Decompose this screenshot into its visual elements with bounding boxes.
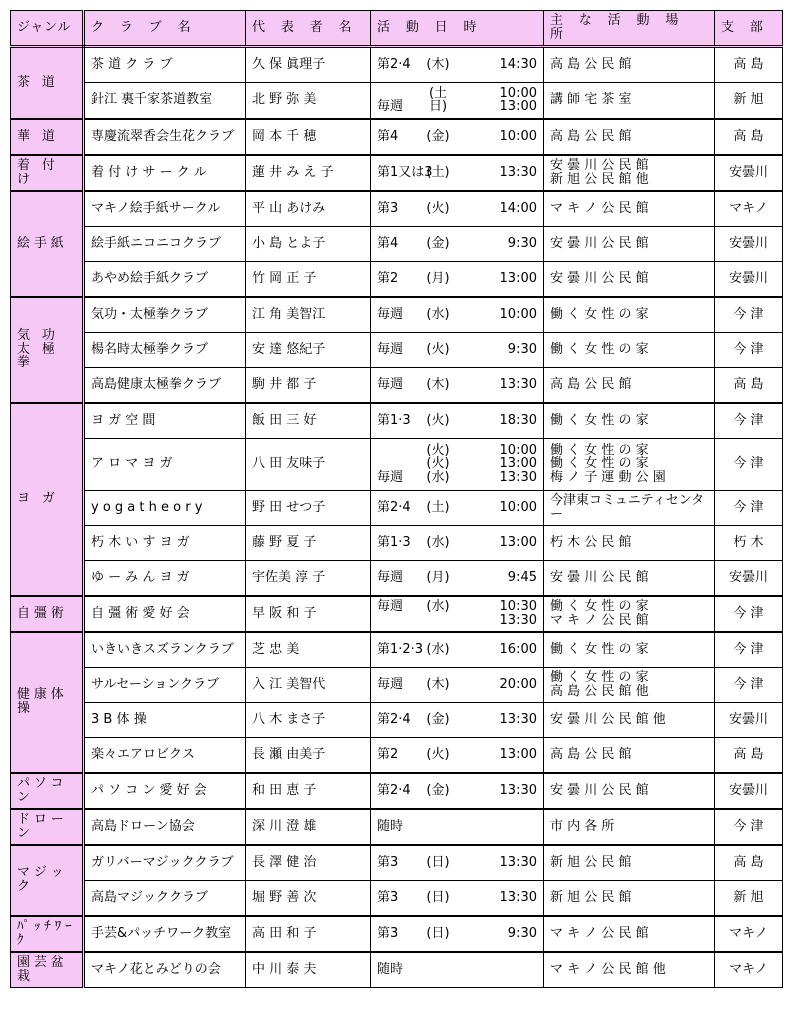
- schedule-cell: [371, 560, 544, 596]
- schedule-time: 18:30: [499, 412, 537, 428]
- representative-cell: 飯 田 三 好: [246, 403, 371, 439]
- representative-cell: 高 田 和 子: [246, 916, 371, 952]
- branch-cell: 安曇川: [715, 155, 783, 191]
- schedule-day: (月): [426, 569, 450, 585]
- club-name-cell: マキノ花とみどりの会: [84, 952, 246, 988]
- club-name-cell: 絵手紙ニコニコクラブ: [84, 226, 246, 261]
- schedule-time: 16:00: [499, 641, 537, 657]
- schedule-day: (火): [426, 341, 450, 357]
- genre-cell: 健康体操: [11, 632, 84, 773]
- schedule-time: 10:00: [499, 499, 537, 515]
- branch-cell: 安曇川: [715, 261, 783, 297]
- branch-cell: 今 津: [715, 490, 783, 525]
- schedule-week: 第3: [377, 200, 399, 216]
- place-cell: 安 曇 川 公 民 館 他: [544, 702, 715, 737]
- club-name-cell: 針江 裏千家茶道教室: [84, 83, 246, 119]
- representative-cell: 蓮 井 み え 子: [246, 155, 371, 191]
- schedule-week: 第1·2·3: [377, 641, 424, 657]
- branch-cell: 今 津: [715, 809, 783, 845]
- club-name-cell: 高島マジッククラブ: [84, 880, 246, 916]
- branch-cell: 今 津: [715, 632, 783, 668]
- branch-cell: 高 島: [715, 845, 783, 881]
- branch-cell: 今 津: [715, 438, 783, 490]
- schedule-cell: [371, 83, 544, 119]
- place-cell: 朽 木 公 民 館: [544, 525, 715, 560]
- schedule-time: 9:30: [507, 235, 537, 251]
- table-row: [11, 880, 783, 916]
- representative-cell: 江 角 美智江: [246, 297, 371, 333]
- branch-cell: 今 津: [715, 596, 783, 632]
- table-row: [11, 632, 783, 668]
- schedule-cell: [371, 809, 544, 845]
- genre-cell: 着 付 け: [11, 155, 84, 191]
- club-name-cell: ア ロ マ ヨ ガ: [84, 438, 246, 490]
- table-row: [11, 490, 783, 525]
- schedule-day: (水): [426, 641, 450, 657]
- club-name-cell: ゆ ー み ん ヨ ガ: [84, 560, 246, 596]
- table-row: [11, 560, 783, 596]
- table-row: [11, 119, 783, 155]
- schedule-day: (火): [426, 746, 450, 762]
- place-cell: 講 師 宅 茶 室: [544, 83, 715, 119]
- schedule-cell: [371, 596, 544, 632]
- schedule-cell: [371, 226, 544, 261]
- schedule-week: 第3: [377, 854, 399, 870]
- schedule-week: 毎週: [377, 469, 404, 485]
- table-row: [11, 737, 783, 773]
- schedule-day: (金): [426, 711, 450, 727]
- schedule-week: 第3: [377, 925, 399, 941]
- representative-cell: 北 野 弥 美: [246, 83, 371, 119]
- genre-cell: ドローン: [11, 809, 84, 845]
- schedule-day: (土): [426, 499, 450, 515]
- club-name-cell: パ ソ コ ン 愛 好 会: [84, 773, 246, 809]
- place-cell: マ キ ノ 公 民 館 他: [544, 952, 715, 988]
- branch-cell: 新 旭: [715, 880, 783, 916]
- table-row: [11, 702, 783, 737]
- schedule-day: (水): [426, 598, 450, 614]
- schedule-cell: [371, 952, 544, 988]
- schedule-time: 9:30: [507, 341, 537, 357]
- representative-cell: 長 瀬 由美子: [246, 737, 371, 773]
- schedule-day: (日): [426, 889, 450, 905]
- schedule-time: 13:30: [499, 376, 537, 392]
- place-cell: 安 曇 川 公 民 館: [544, 226, 715, 261]
- place-cell: 安 曇 川 公 民 館 新 旭 公 民 館 他: [544, 155, 715, 191]
- schedule-week: 随時: [377, 961, 404, 977]
- schedule-time: 9:45: [507, 569, 537, 585]
- representative-cell: 早 阪 和 子: [246, 596, 371, 632]
- representative-cell: 小 島 とよ子: [246, 226, 371, 261]
- schedule-week: 第3: [377, 889, 399, 905]
- branch-cell: 安曇川: [715, 773, 783, 809]
- representative-cell: 安 達 悠紀子: [246, 332, 371, 367]
- schedule-week: 毎週: [377, 569, 404, 585]
- branch-cell: 今 津: [715, 297, 783, 333]
- schedule-week: 第2·4: [377, 711, 411, 727]
- representative-cell: 八 木 まさ子: [246, 702, 371, 737]
- branch-cell: マキノ: [715, 916, 783, 952]
- branch-cell: 安曇川: [715, 560, 783, 596]
- schedule-week: 毎週: [377, 676, 404, 692]
- schedule-cell: [371, 261, 544, 297]
- club-name-cell: ガリバーマジッククラブ: [84, 845, 246, 881]
- table-row: [11, 773, 783, 809]
- schedule-time: 9:30: [507, 925, 537, 941]
- schedule-week: 第2·4: [377, 782, 411, 798]
- club-name-cell: 専慶流翠香会生花クラブ: [84, 119, 246, 155]
- representative-cell: 芝 忠 美: [246, 632, 371, 668]
- branch-cell: 高 島: [715, 119, 783, 155]
- place-cell: 安 曇 川 公 民 館: [544, 560, 715, 596]
- branch-cell: 高 島: [715, 737, 783, 773]
- representative-cell: 中 川 泰 夫: [246, 952, 371, 988]
- schedule-week: 随時: [377, 818, 404, 834]
- representative-cell: 深 川 澄 雄: [246, 809, 371, 845]
- club-name-cell: 茶 道 ク ラ ブ: [84, 47, 246, 83]
- club-name-cell: 着 付 け サ ー ク ル: [84, 155, 246, 191]
- branch-cell: 安曇川: [715, 702, 783, 737]
- genre-cell: 園芸盆栽: [11, 952, 84, 988]
- schedule-week: 第2·4: [377, 57, 411, 73]
- genre-cell: 茶 道: [11, 47, 84, 119]
- schedule-time: 13:30: [499, 854, 537, 870]
- schedule-cell: [371, 403, 544, 439]
- table-row: [11, 916, 783, 952]
- branch-cell: 高 島: [715, 47, 783, 83]
- schedule-time: 13:00: [499, 270, 537, 286]
- club-name-cell: マキノ絵手紙サークル: [84, 191, 246, 227]
- header-branch: 支 部: [715, 11, 783, 47]
- schedule-time: 10:00 13:00 13:30: [499, 442, 537, 485]
- place-cell: 今津東コミュニティセンター: [544, 490, 715, 525]
- place-cell: 働 く 女 性 の 家 高 島 公 民 館 他: [544, 667, 715, 702]
- representative-cell: 野 田 せつ子: [246, 490, 371, 525]
- header-club-name: ク ラ ブ 名: [84, 11, 246, 47]
- schedule-week: 第2·4: [377, 499, 411, 515]
- schedule-week: 第1又は3: [377, 164, 433, 180]
- schedule-week: 毎週: [377, 376, 404, 392]
- schedule-time: 14:00: [499, 200, 537, 216]
- table-row: [11, 155, 783, 191]
- table-row: [11, 525, 783, 560]
- branch-cell: 安曇川: [715, 226, 783, 261]
- representative-cell: 久 保 眞理子: [246, 47, 371, 83]
- genre-cell: ヨ ガ: [11, 403, 84, 596]
- schedule-week: 第4: [377, 235, 399, 251]
- branch-cell: 今 津: [715, 667, 783, 702]
- table-row: [11, 403, 783, 439]
- schedule-week: 毎週: [377, 306, 404, 322]
- schedule-week: 第2: [377, 746, 399, 762]
- schedule-time: 10:00: [499, 128, 537, 144]
- representative-cell: 平 山 あけみ: [246, 191, 371, 227]
- club-table: [10, 10, 783, 988]
- schedule-day: (金): [426, 782, 450, 798]
- branch-cell: 高 島: [715, 367, 783, 403]
- schedule-day: (木): [426, 376, 450, 392]
- representative-cell: 藤 野 夏 子: [246, 525, 371, 560]
- genre-cell: 絵手紙: [11, 191, 84, 297]
- schedule-week: 第4: [377, 128, 399, 144]
- table-row: [11, 952, 783, 988]
- place-cell: 働 く 女 性 の 家: [544, 297, 715, 333]
- branch-cell: 朽 木: [715, 525, 783, 560]
- table-row: [11, 261, 783, 297]
- table-row: [11, 226, 783, 261]
- representative-cell: 入 江 美智代: [246, 667, 371, 702]
- schedule-day: (木): [426, 57, 450, 73]
- club-name-cell: いきいきスズランクラブ: [84, 632, 246, 668]
- representative-cell: 堀 野 善 次: [246, 880, 371, 916]
- schedule-cell: [371, 119, 544, 155]
- place-cell: 働 く 女 性 の 家: [544, 403, 715, 439]
- schedule-cell: [371, 490, 544, 525]
- place-cell: 高 島 公 民 館: [544, 737, 715, 773]
- place-cell: 働 く 女 性 の 家 働 く 女 性 の 家 梅 ノ 子 運 動 公 園: [544, 438, 715, 490]
- header-representative: 代 表 者 名: [246, 11, 371, 47]
- table-row: [11, 332, 783, 367]
- schedule-week: 第1·3: [377, 534, 411, 550]
- schedule-cell: [371, 845, 544, 881]
- schedule-cell: [371, 737, 544, 773]
- place-cell: 高 島 公 民 館: [544, 367, 715, 403]
- representative-cell: 駒 井 都 子: [246, 367, 371, 403]
- schedule-time: 13:00: [499, 746, 537, 762]
- schedule-cell: [371, 525, 544, 560]
- genre-cell: 気 功 太 極 拳: [11, 297, 84, 403]
- table-row: [11, 438, 783, 490]
- club-name-cell: 楊名時太極拳クラブ: [84, 332, 246, 367]
- schedule-week: 毎週: [377, 99, 404, 115]
- place-cell: 安 曇 川 公 民 館: [544, 261, 715, 297]
- table-row: [11, 191, 783, 227]
- schedule-cell: [371, 667, 544, 702]
- header-row: [11, 11, 783, 47]
- header-genre: ジャンル: [11, 11, 84, 47]
- table-row: [11, 667, 783, 702]
- table-row: [11, 297, 783, 333]
- representative-cell: 長 澤 健 治: [246, 845, 371, 881]
- table-body: [11, 47, 783, 988]
- schedule-week: 第2: [377, 270, 399, 286]
- schedule-cell: [371, 773, 544, 809]
- schedule-week: 第1·3: [377, 412, 411, 428]
- table-row: [11, 596, 783, 632]
- place-cell: マ キ ノ 公 民 館: [544, 916, 715, 952]
- schedule-cell: [371, 702, 544, 737]
- club-name-cell: ヨ ガ 空 間: [84, 403, 246, 439]
- schedule-day: (木): [426, 676, 450, 692]
- schedule-time: 10:00 13:00: [499, 85, 537, 115]
- schedule-day: (火): [426, 412, 450, 428]
- place-cell: 高 島 公 民 館: [544, 47, 715, 83]
- schedule-cell: [371, 47, 544, 83]
- schedule-time: 13:30: [499, 711, 537, 727]
- schedule-time: 20:00: [499, 676, 537, 692]
- club-name-cell: y o g a t h e o r y: [84, 490, 246, 525]
- schedule-time: 13:30: [499, 889, 537, 905]
- place-cell: 安 曇 川 公 民 館: [544, 773, 715, 809]
- schedule-week: 毎週: [377, 598, 404, 614]
- schedule-day: (水): [426, 534, 450, 550]
- representative-cell: 宇佐美 淳 子: [246, 560, 371, 596]
- schedule-day: (金): [426, 128, 450, 144]
- table-row: [11, 845, 783, 881]
- club-name-cell: 手芸&パッチワーク教室: [84, 916, 246, 952]
- schedule-day: (火) (火) (水): [426, 442, 450, 485]
- genre-cell: ﾊﾟｯﾁﾜｰｸ: [11, 916, 84, 952]
- club-name-cell: 3 B 体 操: [84, 702, 246, 737]
- table-row: [11, 47, 783, 83]
- club-name-cell: 楽々エアロビクス: [84, 737, 246, 773]
- schedule-cell: [371, 632, 544, 668]
- table-row: [11, 367, 783, 403]
- branch-cell: 新 旭: [715, 83, 783, 119]
- header-schedule: 活 動 日 時: [371, 11, 544, 47]
- club-name-cell: 気功・太極拳クラブ: [84, 297, 246, 333]
- place-cell: 働 く 女 性 の 家: [544, 332, 715, 367]
- schedule-time: 10:00: [499, 306, 537, 322]
- table-row: [11, 809, 783, 845]
- place-cell: 働 く 女 性 の 家: [544, 632, 715, 668]
- representative-cell: 岡 本 千 穂: [246, 119, 371, 155]
- schedule-day: (金): [426, 235, 450, 251]
- representative-cell: 八 田 友味子: [246, 438, 371, 490]
- schedule-cell: [371, 191, 544, 227]
- schedule-time: 10:30 13:30: [499, 598, 537, 628]
- place-cell: 市 内 各 所: [544, 809, 715, 845]
- branch-cell: マキノ: [715, 952, 783, 988]
- place-cell: 働 く 女 性 の 家 マ キ ノ 公 民 館: [544, 596, 715, 632]
- branch-cell: 今 津: [715, 403, 783, 439]
- genre-cell: 自彊術: [11, 596, 84, 632]
- schedule-cell: [371, 880, 544, 916]
- schedule-cell: [371, 916, 544, 952]
- genre-cell: 華 道: [11, 119, 84, 155]
- header-place: 主 な 活 動 場 所: [544, 11, 715, 47]
- schedule-cell: [371, 297, 544, 333]
- schedule-day: (土日): [428, 85, 448, 115]
- genre-cell: マジック: [11, 845, 84, 916]
- club-name-cell: 高島ドローン協会: [84, 809, 246, 845]
- schedule-day: (火): [426, 200, 450, 216]
- schedule-week: 毎週: [377, 341, 404, 357]
- club-name-cell: 自 彊 術 愛 好 会: [84, 596, 246, 632]
- schedule-day: (日): [426, 925, 450, 941]
- place-cell: 新 旭 公 民 館: [544, 880, 715, 916]
- table-row: [11, 83, 783, 119]
- genre-cell: パソコン: [11, 773, 84, 809]
- place-cell: 新 旭 公 民 館: [544, 845, 715, 881]
- schedule-cell: [371, 155, 544, 191]
- schedule-day: (水): [426, 306, 450, 322]
- schedule-day: (土): [426, 164, 450, 180]
- club-name-cell: あやめ絵手紙クラブ: [84, 261, 246, 297]
- place-cell: 高 島 公 民 館: [544, 119, 715, 155]
- club-name-cell: 高島健康太極拳クラブ: [84, 367, 246, 403]
- representative-cell: 和 田 恵 子: [246, 773, 371, 809]
- schedule-time: 13:30: [499, 164, 537, 180]
- branch-cell: 今 津: [715, 332, 783, 367]
- schedule-time: 13:00: [499, 534, 537, 550]
- schedule-cell: [371, 367, 544, 403]
- representative-cell: 竹 岡 正 子: [246, 261, 371, 297]
- schedule-cell: [371, 438, 544, 490]
- club-name-cell: サルセーションクラブ: [84, 667, 246, 702]
- schedule-cell: [371, 332, 544, 367]
- club-name-cell: 朽 木 い す ヨ ガ: [84, 525, 246, 560]
- schedule-day: (月): [426, 270, 450, 286]
- schedule-day: (日): [426, 854, 450, 870]
- schedule-time: 13:30: [499, 782, 537, 798]
- place-cell: マ キ ノ 公 民 館: [544, 191, 715, 227]
- branch-cell: マキノ: [715, 191, 783, 227]
- schedule-time: 14:30: [499, 57, 537, 73]
